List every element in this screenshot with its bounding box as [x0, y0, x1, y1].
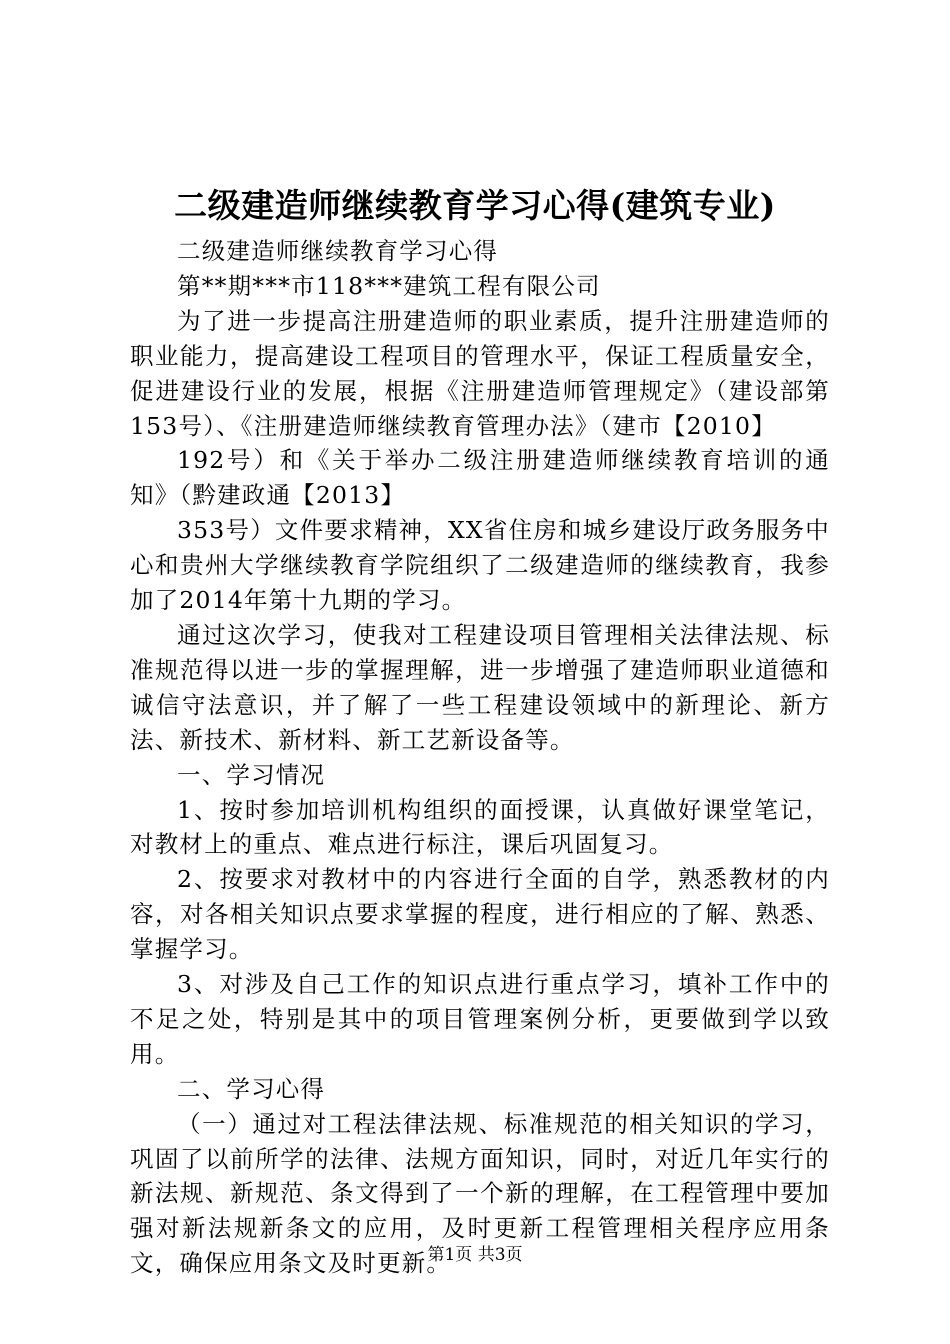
- intro-paragraph: 为了进一步提高注册建造师的职业素质，提升注册建造师的职业能力，提高建设工程项目的管理水平，保证工程质量安全，促进建设行业的发展，根据《注册建造师管理规定》（建设部第153号）、《注册建造师继续教育管理办法》（建市【2010】: [130, 306, 830, 440]
- notice-paragraph: 192号）和《关于举办二级注册建造师继续教育培训的通知》（黔建政通【2013】: [130, 446, 830, 510]
- summary-paragraph: 通过这次学习，使我对工程建设项目管理相关法律法规、标准规范得以进一步的掌握理解，进一步增强了建造师职业道德和诚信守法意识，并了解了一些工程建设领域中的新理论、新方法、新技术、新材料、新工艺新设备等。: [130, 620, 830, 754]
- insight-item-1: （一）通过对工程法律法规、标准规范的相关知识的学习，巩固了以前所学的法律、法规方面知识，同时，对近几年实行的新法规、新规范、条文得到了一个新的理解，在工程管理中要加强对新法规新条文的应用，及时更新工程管理相关程序应用条文，确保应用条文及时更新。: [130, 1109, 830, 1278]
- organization-paragraph: 353号）文件要求精神，XX省住房和城乡建设厅政务服务中心和贵州大学继续教育学院组织了二级建造师的继续教育，我参加了2014年第十九期的学习。: [130, 516, 830, 615]
- study-item-1: 1、按时参加培训机构组织的面授课，认真做好课堂笔记，对教材上的重点、难点进行标注，课后巩固复习。: [130, 795, 830, 859]
- subtitle-paragraph: 二级建造师继续教育学习心得: [177, 237, 499, 265]
- document-title: 二级建造师继续教育学习心得(建筑专业): [174, 186, 776, 225]
- study-item-3: 3、对涉及自己工作的知识点进行重点学习，填补工作中的不足之处，特别是其中的项目管理案例分析，更要做到学以致用。: [130, 970, 830, 1068]
- section-heading-study: 一、学习情况: [177, 760, 326, 789]
- study-item-2: 2、按要求对教材中的内容进行全面的自学，熟悉教材的内容，对各相关知识点要求掌握的程度，进行相应的了解、熟悉、掌握学习。: [130, 865, 830, 964]
- company-line: 第**期***市118***建筑工程有限公司: [177, 271, 601, 300]
- document-body: [130, 234, 830, 1281]
- page-number-footer: 第1页 共3页: [427, 1245, 523, 1265]
- section-heading-insights: 二、学习心得: [177, 1074, 326, 1103]
